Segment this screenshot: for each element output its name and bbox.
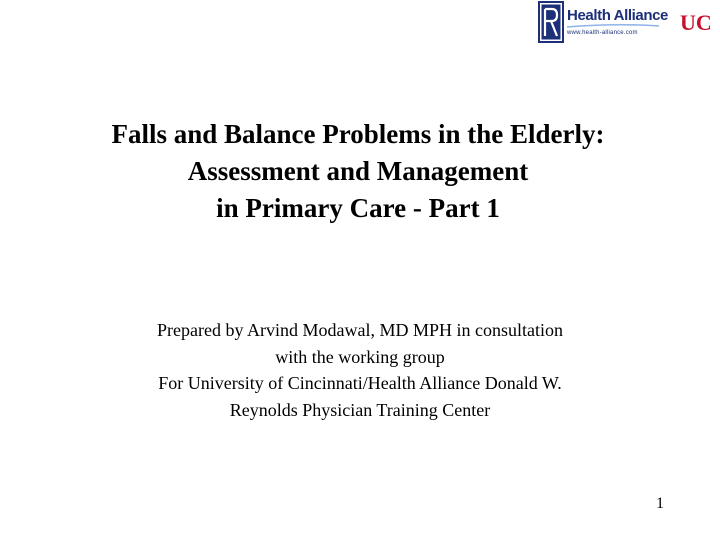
health-alliance-logo: [538, 0, 668, 44]
health-alliance-r-mark-icon: [538, 1, 564, 43]
health-alliance-text: [567, 8, 668, 36]
byline-line-4: Reynolds Physician Training Center: [229, 399, 491, 420]
health-alliance-url: www.health-alliance.com: [567, 30, 638, 36]
header-logos: [538, 0, 712, 44]
slide-title: [0, 116, 716, 227]
byline-line-3: For University of Cincinnati/Health Alliance Donald W.: [158, 373, 562, 393]
uc-logo-letters: UC: [680, 10, 712, 35]
title-line-3: in Primary Care - Part 1: [216, 193, 500, 223]
swoosh-icon: [567, 24, 659, 28]
university-of-cincinnati-logo-icon: [678, 7, 712, 37]
page-number: 1: [656, 495, 664, 512]
byline-line-2: with the working group: [275, 346, 445, 367]
health-alliance-name: Health Alliance: [567, 7, 668, 24]
author-byline: [0, 317, 720, 423]
title-line-1: Falls and Balance Problems in the Elderly:: [111, 119, 605, 149]
title-line-2: Assessment and Management: [187, 156, 529, 186]
byline-line-1: Prepared by Arvind Modawal, MD MPH in consultation: [157, 320, 563, 340]
